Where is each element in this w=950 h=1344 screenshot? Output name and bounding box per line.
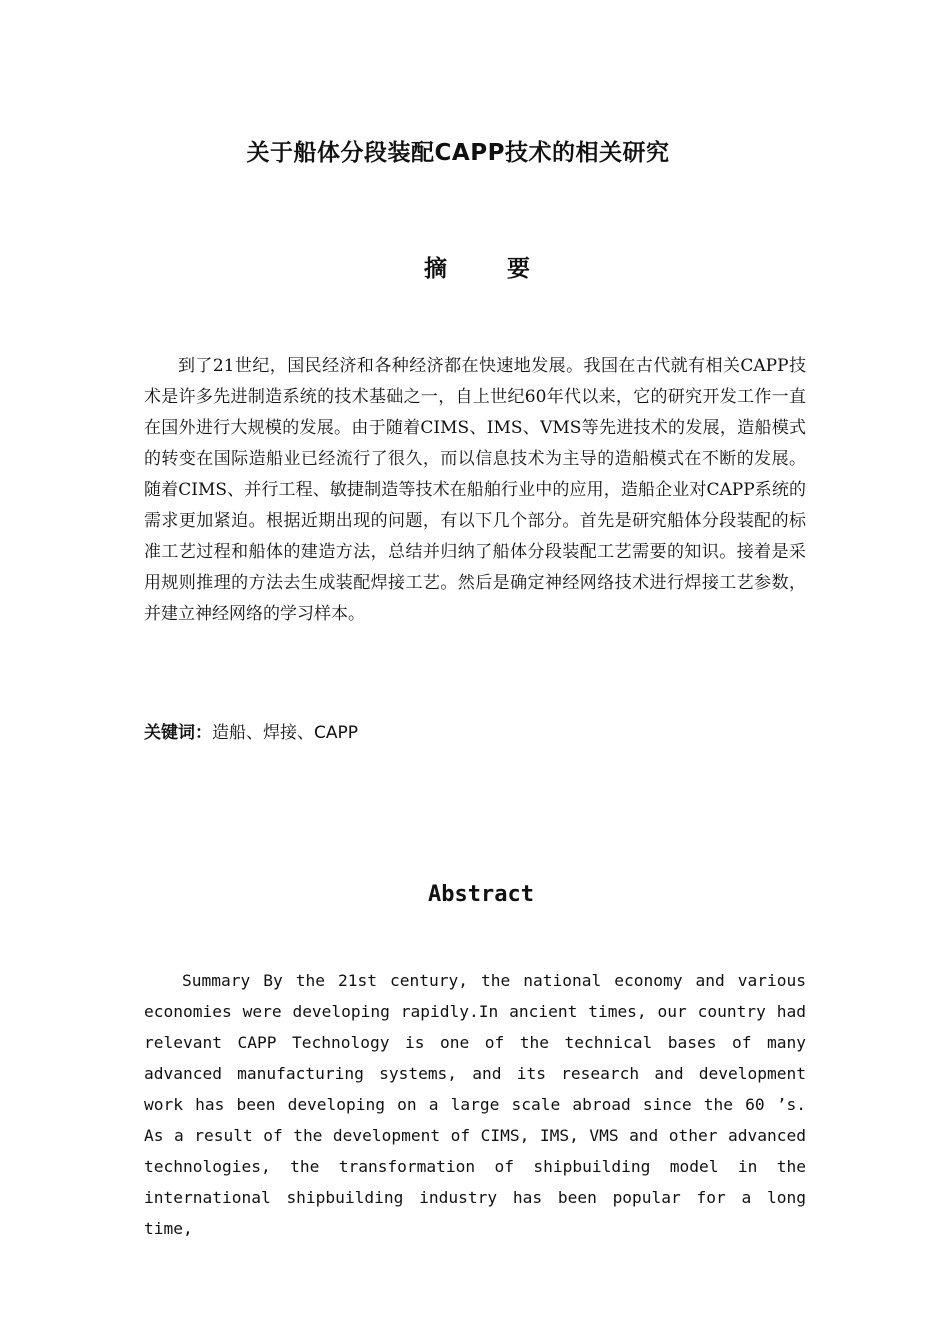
abstract-body-cn: 到了21世纪，国民经济和各种经济都在快速地发展。我国在古代就有相关CAPP技术是许多先进制造系统的技术基础之一，自上世纪60年代以来，它的研究开发工作一直在国外进行大规模的发展。由于随着CIMS、IMS、VMS等先进技术的发展，造船模式的转变在国际造船业已经流行了很久，而以信息技术为主导的造船模式在不断的发展。随着CIMS、并行工程、敏捷制造等技术在船舶行业中的应用，造船企业对CAPP系统的需求更加紧迫。根据近期出现的问题，有以下几个部分。首先是研究船体分段装配的标准工艺过程和船体的建造方法，总结并归纳了船体分段装配工艺需要的知识。接着是采用规则推理的方法去生成装配焊接工艺。然后是确定神经网络技术进行焊接工艺参数，并建立神经网络的学习样本。 xyxy=(144,356,806,624)
paper-title: 关于船体分段装配CAPP技术的相关研究 xyxy=(246,140,670,166)
keywords-value: 造船、焊接、CAPP xyxy=(212,723,359,743)
keywords-line xyxy=(144,719,358,747)
abstract-heading-en: Abstract xyxy=(428,882,534,907)
abstract-body-en: Summary By the 21st century, the national economy and various economies were developing rapidly.In ancient times, our country had relevant CAPP Technology is one of the technical bases of many advanced manufacturing systems, and its research and development work has been developing on a large scale abroad since the 60 ’s. As a result of the development of CIMS, IMS, VMS and other advanced technologies, the transformation of shipbuilding model in the international shipbuilding industry has been popular for a long time, xyxy=(144,971,806,1238)
abstract-heading-cn: 摘 要 xyxy=(423,256,556,282)
keywords-label: 关键词： xyxy=(144,723,212,743)
